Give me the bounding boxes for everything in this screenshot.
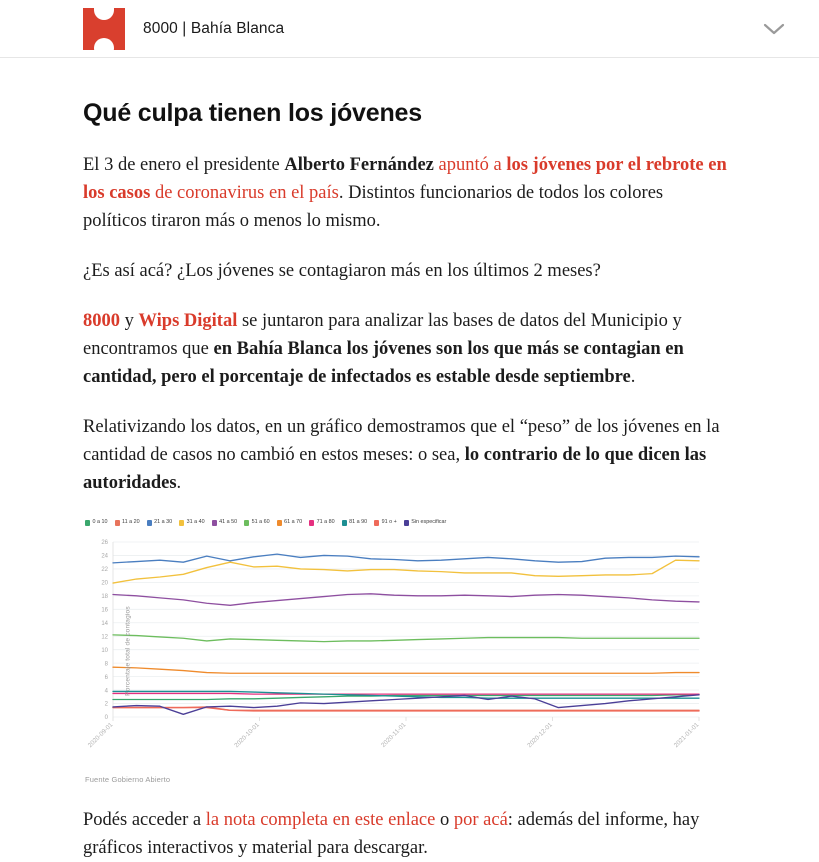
legend-item[interactable]: [374, 520, 397, 526]
p4-seg3: .: [176, 473, 182, 494]
legend-swatch: [85, 520, 90, 526]
p1-seg1: El 3 de enero el presidente: [83, 154, 285, 175]
svg-text:0: 0: [104, 714, 108, 721]
legend-swatch: [342, 520, 347, 526]
legend-swatch: [277, 520, 282, 526]
svg-text:16: 16: [101, 607, 108, 614]
paragraph-intro: [83, 151, 728, 235]
svg-text:2021-01-01: 2021-01-01: [672, 721, 701, 749]
p3-y: y: [120, 310, 139, 331]
paragraph-analysis: [83, 307, 728, 391]
legend-label: 51 a 60: [251, 518, 270, 525]
legend-swatch: [179, 520, 184, 526]
link-nota-completa[interactable]: la nota completa en este enlace: [205, 809, 436, 830]
legend-item[interactable]: [179, 520, 205, 526]
y-axis-title: Porcentaje total de contagios: [124, 606, 132, 696]
svg-text:8: 8: [104, 660, 108, 667]
svg-text:22: 22: [101, 566, 108, 573]
legend-label: 71 a 80: [316, 518, 335, 525]
svg-text:18: 18: [101, 593, 108, 600]
page-title: Qué culpa tienen los jóvenes: [83, 99, 422, 127]
legend-label: Sin especificar: [411, 518, 447, 525]
paragraph-relativizing: [83, 413, 728, 497]
brand-title: 8000 | Bahía Blanca: [143, 19, 285, 37]
svg-text:10: 10: [101, 647, 108, 654]
svg-text:2020-11-01: 2020-11-01: [380, 721, 408, 749]
legend-label: 11 a 20: [122, 518, 140, 525]
legend-label: 21 a 30: [154, 518, 173, 525]
legend-item[interactable]: [309, 520, 335, 526]
svg-text:14: 14: [101, 620, 108, 627]
p3-seg4: .: [630, 367, 636, 388]
paragraph-question: ¿Es así acá? ¿Los jóvenes se contagiaron más en los últimos 2 meses?: [83, 260, 601, 281]
p5-seg1: Podés acceder a: [83, 809, 206, 830]
legend-swatch: [309, 520, 314, 526]
legend-label: 31 a 40: [186, 518, 205, 525]
legend-swatch: [374, 520, 379, 526]
legend-item[interactable]: [85, 520, 108, 526]
8000-logo-icon: [83, 8, 125, 50]
legend-label: 61 a 70: [284, 518, 303, 525]
link-apunto-a[interactable]: apuntó a: [433, 154, 507, 175]
legend-item[interactable]: [147, 520, 173, 526]
link-wips-digital[interactable]: Wips Digital: [138, 310, 238, 331]
legend-swatch: [147, 520, 152, 526]
article-body: [0, 58, 819, 862]
svg-text:2020-09-01: 2020-09-01: [86, 721, 115, 749]
svg-text:2020-12-01: 2020-12-01: [526, 721, 554, 749]
svg-text:24: 24: [101, 553, 108, 560]
legend-label: 41 a 50: [219, 518, 238, 525]
paragraph-links: [83, 806, 728, 862]
svg-text:2: 2: [104, 701, 108, 708]
p4-bold: lo contrario de lo que dicen las autoridades: [83, 445, 707, 494]
p5-seg2: o: [435, 809, 454, 830]
legend-label: 91 o +: [381, 518, 397, 525]
legend-swatch: [244, 520, 249, 526]
chart-source-note: Fuente Gobierno Abierto: [85, 774, 171, 784]
p3-bold: en Bahía Blanca los jóvenes son los que más se contagian en cantidad, pero el porcentaje de infectados es estable desde septiembre: [83, 339, 684, 388]
link-coronavirus-pais[interactable]: de coronavirus en el país: [150, 182, 339, 203]
svg-text:6: 6: [104, 674, 108, 681]
chart-plot-area: [83, 534, 713, 769]
chart-canvas[interactable]: [83, 534, 713, 769]
brand-block[interactable]: [83, 8, 757, 50]
app-header: [0, 0, 819, 58]
legend-item[interactable]: [404, 520, 447, 526]
legend-item[interactable]: [212, 520, 238, 526]
link-por-aca[interactable]: por acá: [453, 809, 508, 830]
chevron-down-icon[interactable]: [757, 12, 791, 46]
legend-swatch: [404, 520, 409, 526]
legend-item[interactable]: [277, 520, 303, 526]
legend-item[interactable]: [342, 520, 368, 526]
legend-item[interactable]: [115, 520, 140, 526]
svg-text:12: 12: [101, 634, 108, 641]
svg-text:20: 20: [101, 580, 108, 587]
legend-label: 81 a 90: [349, 518, 368, 525]
svg-text:26: 26: [101, 539, 108, 546]
legend-label: 0 a 10: [92, 518, 108, 525]
chart-legend: [85, 520, 723, 526]
link-8000[interactable]: 8000: [83, 310, 120, 331]
legend-swatch: [212, 520, 217, 526]
legend-item[interactable]: [244, 520, 270, 526]
p1-name-bold: Alberto Fernández: [284, 154, 434, 175]
p1-seg6: . Distintos funcionarios de todos los colores políticos tiraron más o menos lo mismo.: [83, 182, 664, 231]
p4-seg1: Relativizando los datos, en un gráfico demostramos que el “peso” de los jóvenes en la cantidad de casos no cambió en estos meses: o sea,: [83, 417, 720, 466]
svg-text:4: 4: [104, 687, 108, 694]
svg-text:2020-10-01: 2020-10-01: [233, 721, 261, 749]
link-jovenes-rebrote[interactable]: los jóvenes por el rebrote en los casos: [83, 154, 727, 203]
legend-swatch: [115, 520, 120, 526]
p5-seg3: : además del informe, hay gráficos interactivos y material para descargar.: [83, 809, 700, 858]
p3-seg2: se juntaron para analizar las bases de datos del Municipio y encontramos que: [83, 310, 682, 360]
contagios-chart: [83, 520, 723, 784]
